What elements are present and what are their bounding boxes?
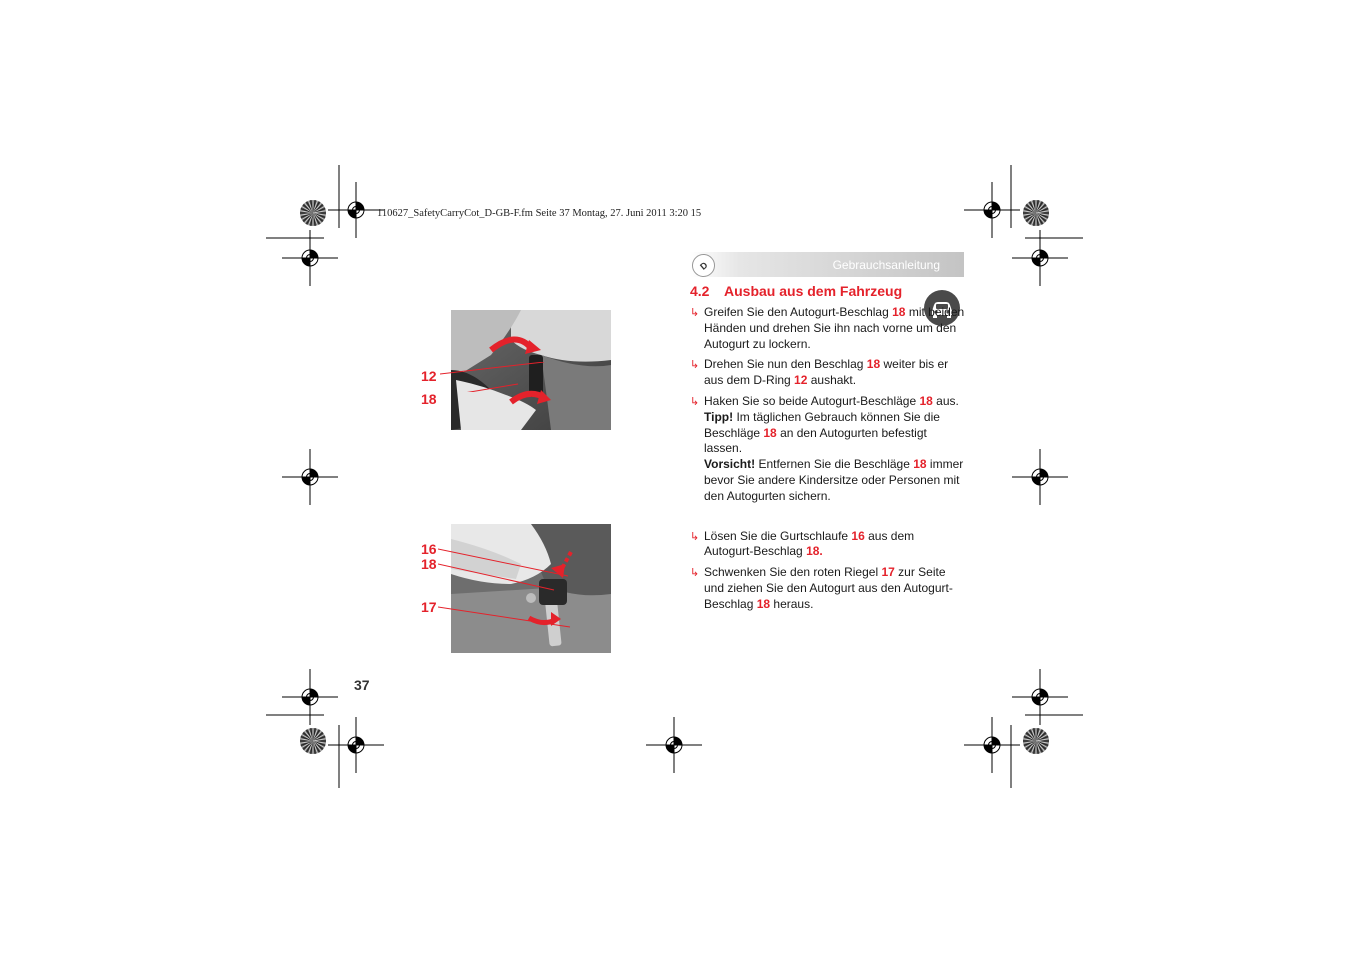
- callout-18b: 18: [421, 556, 437, 572]
- reference-number: 17: [881, 565, 895, 580]
- registration-mark: [646, 717, 702, 773]
- reference-number: 18: [913, 457, 927, 472]
- step-text: Lösen Sie die Gurtschlaufe: [704, 528, 852, 543]
- figure2-leader-lines: [438, 540, 578, 630]
- registration-mark: [1012, 669, 1068, 725]
- callout-17: 17: [421, 599, 437, 615]
- reference-number: 18: [756, 596, 771, 611]
- reference-number: 18.: [806, 544, 823, 559]
- registration-mark: [1012, 449, 1068, 505]
- callout-12: 12: [421, 368, 437, 384]
- registration-mark: [964, 182, 1020, 238]
- step-text: Im täglichen Gebrauch können Sie die Beschläge: [704, 409, 940, 440]
- step-text: Haken Sie so beide Autogurt-Beschläge: [704, 393, 920, 408]
- reference-number: 12: [794, 373, 808, 388]
- color-bar-mark: [1023, 200, 1049, 226]
- step-arrow-icon: ↳: [690, 530, 700, 543]
- step-note: [704, 410, 966, 457]
- instruction-step: [690, 357, 966, 389]
- page-number: 37: [354, 677, 370, 693]
- step-text: Entfernen Sie die Beschläge: [755, 457, 914, 472]
- callout-16: 16: [421, 541, 437, 557]
- step-text: Greifen Sie den Autogurt-Beschlag: [704, 305, 893, 319]
- reference-number: 18: [866, 357, 881, 372]
- language-badge: D: [687, 249, 719, 281]
- reference-number: 16: [851, 528, 865, 543]
- instruction-step: [690, 565, 966, 612]
- registration-mark: [328, 717, 384, 773]
- reference-number: 18: [919, 393, 933, 408]
- note-label: Vorsicht!: [704, 457, 756, 472]
- header-bar: [690, 252, 964, 277]
- step-text: weiter bis er aus dem D-Ring: [704, 357, 949, 388]
- step-arrow-icon: ↳: [690, 395, 700, 408]
- step-text: aushakt.: [807, 373, 857, 388]
- note-label: Tipp!: [704, 409, 734, 424]
- instruction-step: [690, 305, 966, 352]
- figure1-leader-lines: [440, 362, 560, 392]
- instruction-step: [690, 394, 966, 505]
- section-number: 4.2: [690, 283, 710, 299]
- step-arrow-icon: ↳: [690, 307, 700, 319]
- step-arrow-icon: ↳: [690, 567, 700, 580]
- reference-number: 18: [892, 305, 906, 319]
- step-text: an den Autogurten befestigt lassen.: [704, 425, 927, 456]
- registration-mark: [282, 669, 338, 725]
- registration-mark: [964, 717, 1020, 773]
- callout-18: 18: [421, 391, 437, 407]
- step-text: aus.: [932, 393, 959, 408]
- step-text: heraus.: [770, 596, 814, 611]
- step-text: aus dem Autogurt-Beschlag: [704, 528, 915, 559]
- registration-mark: [282, 230, 338, 286]
- registration-mark: [1012, 230, 1068, 286]
- step-text: zur Seite und ziehen Sie den Autogurt aus den Autogurt-Beschlag: [704, 565, 953, 611]
- step-arrow-icon: ↳: [690, 359, 700, 372]
- header-title: Gebrauchsanleitung: [832, 258, 940, 272]
- registration-mark: [328, 182, 384, 238]
- file-slug: 110627_SafetyCarryCot_D-GB-F.fm Seite 37 Montag, 27. Juni 2011 3:20 15: [377, 208, 702, 219]
- color-bar-mark: [1023, 728, 1049, 754]
- step-text: Schwenken Sie den roten Riegel: [704, 565, 882, 580]
- registration-mark: [282, 449, 338, 505]
- color-bar-mark: [300, 200, 326, 226]
- step-note: [704, 457, 966, 504]
- instruction-step: [690, 529, 966, 561]
- color-bar-mark: [300, 728, 326, 754]
- step-text: Drehen Sie nun den Beschlag: [704, 357, 867, 372]
- step-text: mit beiden Händen und drehen Sie ihn nach vorne um den Autogurt zu lockern.: [704, 305, 965, 351]
- section-heading: [690, 283, 902, 299]
- reference-number: 18: [763, 425, 777, 440]
- section-title: Ausbau aus dem Fahrzeug: [724, 283, 903, 299]
- instruction-list: [690, 305, 966, 618]
- step-text: immer bevor Sie andere Kindersitze oder Personen mit den Autogurten sichern.: [704, 457, 964, 503]
